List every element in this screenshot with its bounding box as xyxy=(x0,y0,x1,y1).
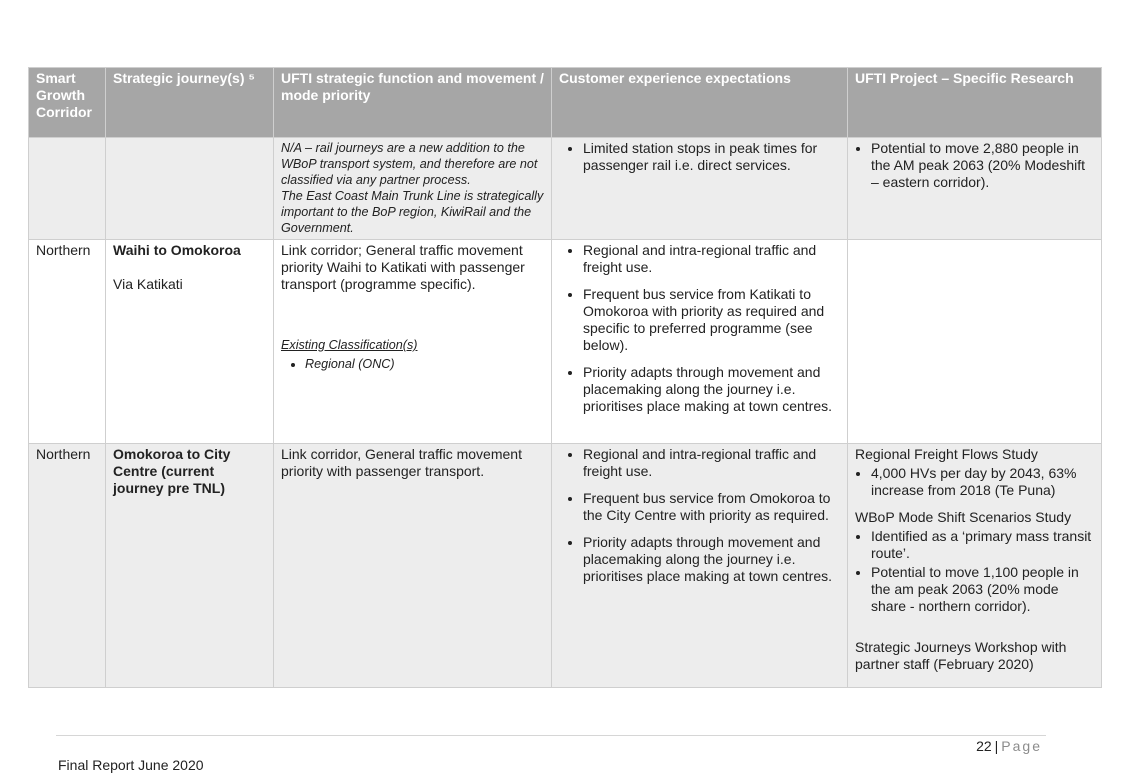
list-item: • 4,000 HVs per day by 2043, 63% increase from 2018 (Te Puna) xyxy=(871,465,1094,499)
function-cell xyxy=(274,138,552,240)
header-function: UFTI strategic function and movement / mode priority xyxy=(274,68,552,138)
page-number: 22 | Page xyxy=(976,738,1042,754)
journey-cell xyxy=(106,240,274,444)
function-cell xyxy=(274,444,552,688)
expectations-cell xyxy=(552,240,848,444)
list-item: • Potential to move 1,100 people in the am peak 2063 (20% mode share - northern corridor). xyxy=(871,564,1094,615)
function-text: The East Coast Main Trunk Line is strategically important to the BoP region, KiwiRail and the Government. xyxy=(281,189,544,235)
journey-name: Omokoroa to City Centre (current journey pre TNL) xyxy=(113,446,231,496)
function-text: N/A – rail journeys are a new addition to the WBoP transport system, and therefore are not classified via any partner process. xyxy=(281,141,538,187)
corridor-cell: Northern xyxy=(29,240,106,444)
list-item: • Priority adapts through movement and placemaking along the journey i.e. prioritises place making at town centres. xyxy=(583,364,840,415)
journey-via: Via Katikati xyxy=(113,276,183,292)
corridor-cell: Northern xyxy=(29,444,106,688)
header-corridor: Smart Growth Corridor xyxy=(29,68,106,138)
classification-label: Existing Classification(s) xyxy=(281,338,418,352)
header-journey: Strategic journey(s) ⁵ xyxy=(106,68,274,138)
report-label: Final Report June 2020 xyxy=(58,757,204,773)
page-label: Page xyxy=(1001,738,1042,754)
list-item: • Identified as a ‘primary mass transit route’. xyxy=(871,528,1094,562)
research-heading: WBoP Mode Shift Scenarios Study xyxy=(855,509,1072,525)
expectations-cell xyxy=(552,444,848,688)
table-row xyxy=(29,240,1102,444)
expectations-cell xyxy=(552,138,848,240)
list-item: • Priority adapts through movement and placemaking along the journey i.e. prioritises place making at town centres. xyxy=(583,534,840,585)
table-row xyxy=(29,444,1102,688)
list-item: • Regional and intra-regional traffic and freight use. xyxy=(583,446,840,480)
function-text: Link corridor; General traffic movement priority Waihi to Katikati with passenger transport (programme specific). xyxy=(281,242,525,292)
corridor-table xyxy=(28,67,1102,688)
list-item: • Frequent bus service from Omokoroa to the City Centre with priority as required. xyxy=(583,490,840,524)
research-heading: Regional Freight Flows Study xyxy=(855,446,1038,462)
list-item: • Regional (ONC) xyxy=(305,356,544,372)
table-row xyxy=(29,138,1102,240)
list-item: • Regional and intra-regional traffic and freight use. xyxy=(583,242,840,276)
list-item: • Frequent bus service from Katikati to Omokoroa with priority as required and specific to preferred programme (see below). xyxy=(583,286,840,354)
research-cell xyxy=(848,240,1102,444)
research-heading: Strategic Journeys Workshop with partner staff (February 2020) xyxy=(855,639,1067,672)
research-cell xyxy=(848,138,1102,240)
corridor-cell xyxy=(29,138,106,240)
footer-divider xyxy=(56,735,1046,736)
page-number-value: 22 xyxy=(976,738,992,754)
journey-cell xyxy=(106,444,274,688)
function-cell xyxy=(274,240,552,444)
header-expectations: Customer experience expectations xyxy=(552,68,848,138)
table-header-row xyxy=(29,68,1102,138)
journey-cell xyxy=(106,138,274,240)
list-item: • Potential to move 2,880 people in the AM peak 2063 (20% Modeshift – eastern corridor). xyxy=(871,140,1094,191)
list-item: • Limited station stops in peak times for passenger rail i.e. direct services. xyxy=(583,140,840,174)
journey-name: Waihi to Omokoroa xyxy=(113,242,241,258)
research-cell xyxy=(848,444,1102,688)
function-text: Link corridor, General traffic movement priority with passenger transport. xyxy=(281,446,522,479)
header-research: UFTI Project – Specific Research xyxy=(848,68,1102,138)
